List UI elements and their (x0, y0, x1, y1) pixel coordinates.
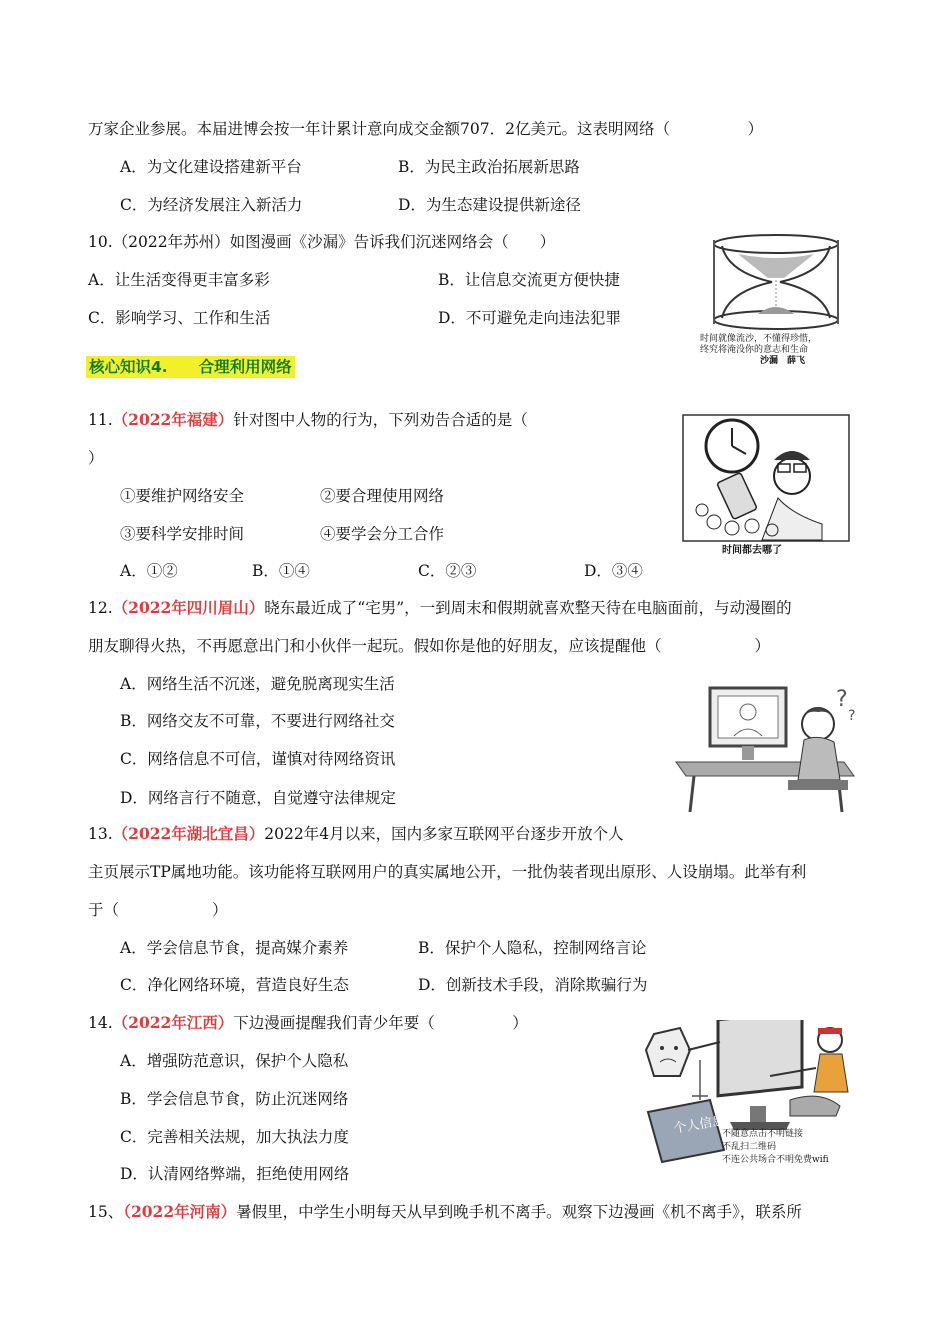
q14-stem-line (88, 1013, 528, 1033)
q13-option-b: B．保护个人隐私，控制网络言论 (418, 939, 647, 957)
q11-number: 11. (88, 411, 113, 429)
q11-stem-line (88, 410, 528, 430)
q11-stem: 针对图中人物的行为，下列劝告合适的是（ (233, 411, 528, 429)
q10-stem: 10.（2022年苏州）如图漫画《沙漏》告诉我们沉迷网络会（ ） (88, 233, 556, 251)
q10-option-b: B．让信息交流更方便快捷 (438, 271, 620, 289)
q10-option-d: D．不可避免走向违法犯罪 (438, 309, 621, 327)
boy-at-computer-cartoon-image (668, 684, 868, 814)
q14-option-d: D．认清网络弊端，拒绝使用网络 (120, 1165, 350, 1183)
q12-number: 12. (88, 599, 113, 617)
q15-number: 15、 (88, 1203, 124, 1221)
q10-option-c: C．影响学习、工作和生活 (88, 309, 271, 327)
section-heading-text: 核心知识4. 合理利用网络 (86, 356, 295, 378)
q10-option-a: A．让生活变得更丰富多彩 (88, 271, 270, 289)
clock-cartoon-caption: 时间都去哪了 (722, 545, 782, 556)
q12-stem: 晓东最近成了“宅男”，一到周末和假期就喜欢整天待在电脑面前，与动漫圈的 (264, 599, 792, 617)
q11-source: （2022年福建） (112, 410, 234, 429)
q12-option-d: D．网络言行不随意，自觉遵守法律规定 (120, 789, 396, 807)
q11-item-3: ③要科学安排时间 (120, 525, 245, 543)
q13-option-a: A．学会信息节食，提高媒介素养 (120, 939, 349, 957)
q13-option-c: C．净化网络环境，营造良好生态 (120, 976, 349, 994)
q14-stem: 下边漫画提醒我们青少年要（ ） (233, 1014, 528, 1032)
q9-option-d: D．为生态建设提供新途径 (398, 196, 581, 214)
q14-source: （2022年江西） (112, 1013, 234, 1032)
q13-option-d: D．创新技术手段，消除欺骗行为 (418, 976, 648, 994)
personal-info-caption-line2: 不乱扫二维码 (722, 1142, 777, 1152)
q9-stem-tail: 万家企业参展。本届进博会按一年计累计意向成交金额707．2亿美元。这表明网络（ ） (88, 120, 763, 138)
q14-option-a: A．增强防范意识，保护个人隐私 (120, 1052, 349, 1070)
q13-stem: 2022年4月以来，国内多家互联网平台逐步开放个人 (264, 825, 624, 843)
q9-option-b: B．为民主政治拓展新思路 (398, 158, 580, 176)
q14-option-b: B．学会信息节食，防止沉迷网络 (120, 1090, 349, 1108)
q13-stem-line2: 主页展示TP属地功能。该功能将互联网用户的真实属地公开，一批伪装者现出原形、人设崩塌。此举有利 (88, 863, 807, 881)
q12-stem-line2: 朋友聊得火热，不再愿意出门和小伙伴一起玩。假如你是他的好朋友，应该提醒他（ ） (88, 637, 771, 655)
q9-option-c: C．为经济发展注入新活力 (120, 196, 303, 214)
q11-option-d: D．③④ (584, 562, 643, 580)
q13-stem-line (88, 824, 624, 844)
q12-stem-line (88, 598, 792, 618)
svg-text:?: ? (836, 687, 848, 712)
q13-number: 13. (88, 825, 113, 843)
clock-phone-cartoon-image (682, 414, 850, 542)
q13-source: （2022年湖北宜昌） (112, 824, 265, 843)
q11-item-2: ②要合理使用网络 (320, 487, 445, 505)
personal-info-caption-line3: 不连公共场合不明免费wifi (722, 1155, 829, 1165)
q15-source: （2022年河南） (123, 1202, 237, 1221)
q11-option-b: B．①④ (252, 562, 310, 580)
q12-source: （2022年四川眉山） (112, 598, 265, 617)
q11-item-4: ④要学会分工合作 (320, 525, 445, 543)
personal-info-card-text: 个人信息 (672, 1113, 727, 1137)
svg-text:?: ? (848, 708, 856, 724)
q14-option-c: C．完善相关法规，加大执法力度 (120, 1128, 349, 1146)
hourglass-caption-line2: 终究将淹没你的意志和生命 (700, 345, 809, 355)
q11-item-1: ①要维护网络安全 (120, 487, 245, 505)
q15-stem: 暑假里，中学生小明每天从早到晚手机不离手。观察下边漫画《机不离手》，联系所 (236, 1203, 802, 1221)
q12-option-a: A．网络生活不沉迷，避免脱离现实生活 (120, 675, 395, 693)
q13-stem-line3: 于（ ） (88, 901, 228, 919)
personal-info-caption-line1: 不随意点击不明链接 (722, 1129, 804, 1139)
q14-number: 14. (88, 1014, 113, 1032)
hourglass-cartoon-image (688, 232, 864, 330)
hourglass-caption-line3: 沙漏 薛飞 (760, 356, 806, 366)
q15-stem-line (88, 1202, 802, 1222)
q11-option-c: C．②③ (418, 562, 477, 580)
hourglass-caption-line1: 时间就像流沙，不懂得珍惜， (700, 334, 818, 344)
q9-option-a: A．为文化建设搭建新平台 (120, 158, 302, 176)
section-heading (86, 357, 295, 377)
q11-option-a: A．①② (120, 562, 178, 580)
q12-option-c: C．网络信息不可信，谨慎对待网络资讯 (120, 750, 396, 768)
q11-stem-cont: ） (88, 449, 104, 467)
q12-option-b: B．网络交友不可靠，不要进行网络社交 (120, 712, 395, 730)
